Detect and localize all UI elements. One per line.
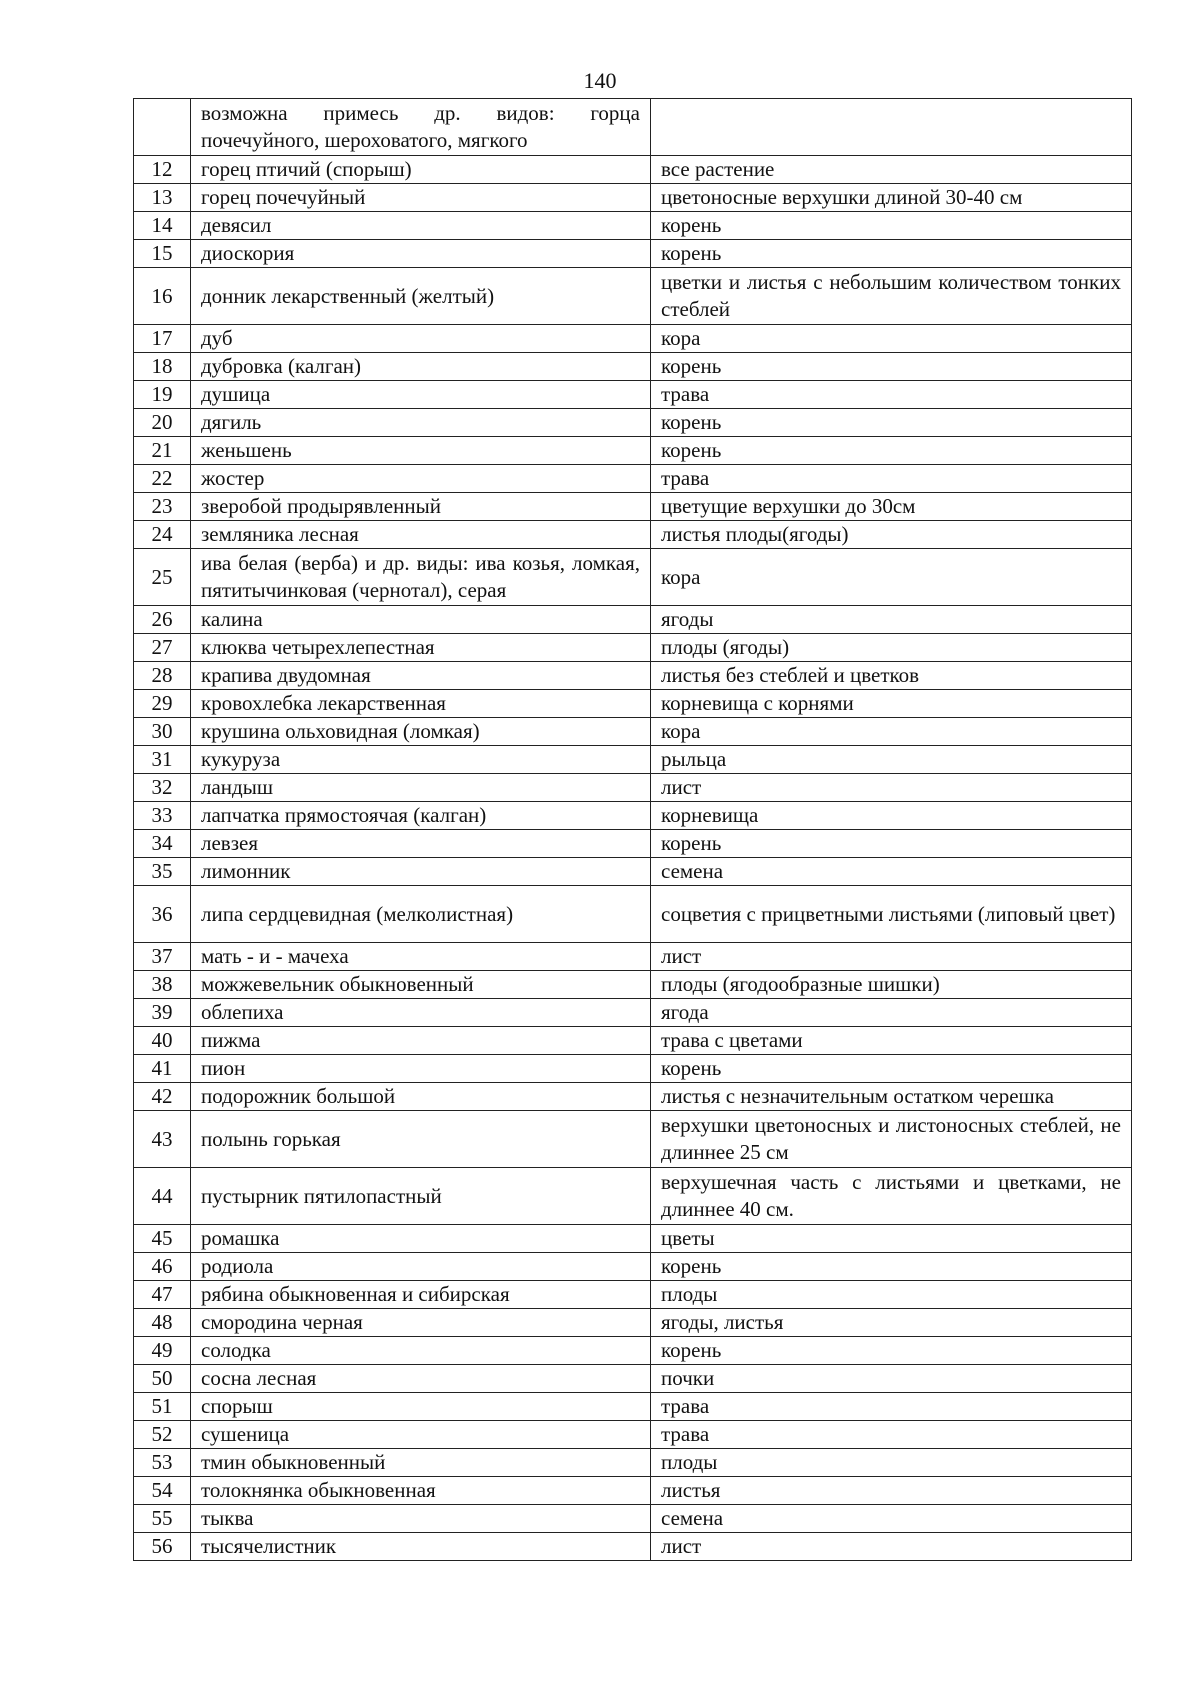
row-number-cell: 30 bbox=[134, 718, 191, 746]
plant-name-cell: полынь горькая bbox=[191, 1111, 651, 1168]
table-row bbox=[134, 1365, 1132, 1393]
plant-name-cell: пижма bbox=[191, 1027, 651, 1055]
row-number-cell: 29 bbox=[134, 690, 191, 718]
table-row bbox=[134, 212, 1132, 240]
plant-name-cell: возможна примесь др. видов: горца почечуйного, шероховатого, мягкого bbox=[191, 99, 651, 156]
plant-part-cell: семена bbox=[651, 1505, 1132, 1533]
row-number-cell: 55 bbox=[134, 1505, 191, 1533]
plant-name-cell: клюква четырехлепестная bbox=[191, 634, 651, 662]
table-row bbox=[134, 353, 1132, 381]
plant-part-cell: плоды bbox=[651, 1449, 1132, 1477]
plant-part-cell: верхушки цветоносных и листоносных стеблей, не длиннее 25 см bbox=[651, 1111, 1132, 1168]
plant-part-cell: корень bbox=[651, 437, 1132, 465]
table-row bbox=[134, 1533, 1132, 1561]
table-row bbox=[134, 1393, 1132, 1421]
table-row bbox=[134, 1477, 1132, 1505]
plant-part-cell: лист bbox=[651, 1533, 1132, 1561]
table-row bbox=[134, 802, 1132, 830]
table-row bbox=[134, 774, 1132, 802]
row-number-cell: 43 bbox=[134, 1111, 191, 1168]
plant-name-cell: лапчатка прямостоячая (калган) bbox=[191, 802, 651, 830]
plant-part-cell: кора bbox=[651, 325, 1132, 353]
table-row bbox=[134, 99, 1132, 156]
row-number-cell: 48 bbox=[134, 1309, 191, 1337]
plant-part-cell: лист bbox=[651, 943, 1132, 971]
plant-name-cell: толокнянка обыкновенная bbox=[191, 1477, 651, 1505]
row-number-cell: 39 bbox=[134, 999, 191, 1027]
plant-part-cell: соцветия с прицветными листьями (липовый цвет) bbox=[651, 886, 1132, 943]
plant-part-cell: листья с незначительным остатком черешка bbox=[651, 1083, 1132, 1111]
plant-name-cell: девясил bbox=[191, 212, 651, 240]
plant-name-cell: крапива двудомная bbox=[191, 662, 651, 690]
plant-part-cell: ягода bbox=[651, 999, 1132, 1027]
row-number-cell: 14 bbox=[134, 212, 191, 240]
plant-name-cell: пион bbox=[191, 1055, 651, 1083]
plant-name-cell: левзея bbox=[191, 830, 651, 858]
table-row bbox=[134, 999, 1132, 1027]
plant-name-cell: горец почечуйный bbox=[191, 184, 651, 212]
plant-name-cell: ромашка bbox=[191, 1225, 651, 1253]
plant-name-cell: рябина обыкновенная и сибирская bbox=[191, 1281, 651, 1309]
plant-name-cell: тыква bbox=[191, 1505, 651, 1533]
plants-table-body bbox=[134, 99, 1132, 1561]
plant-part-cell: трава bbox=[651, 1421, 1132, 1449]
plant-name-cell: липа сердцевидная (мелколистная) bbox=[191, 886, 651, 943]
plant-part-cell: все растение bbox=[651, 156, 1132, 184]
row-number-cell: 40 bbox=[134, 1027, 191, 1055]
row-number-cell: 17 bbox=[134, 325, 191, 353]
plant-name-cell: можжевельник обыкновенный bbox=[191, 971, 651, 999]
table-row bbox=[134, 662, 1132, 690]
row-number-cell: 46 bbox=[134, 1253, 191, 1281]
table-row bbox=[134, 156, 1132, 184]
table-row bbox=[134, 1337, 1132, 1365]
plant-name-cell: солодка bbox=[191, 1337, 651, 1365]
plant-part-cell: трава bbox=[651, 1393, 1132, 1421]
table-row bbox=[134, 1505, 1132, 1533]
plant-part-cell: трава bbox=[651, 465, 1132, 493]
plant-name-cell: женьшень bbox=[191, 437, 651, 465]
plant-name-cell: диоскория bbox=[191, 240, 651, 268]
plant-part-cell: корень bbox=[651, 240, 1132, 268]
row-number-cell: 47 bbox=[134, 1281, 191, 1309]
plant-name-cell: подорожник большой bbox=[191, 1083, 651, 1111]
row-number-cell: 45 bbox=[134, 1225, 191, 1253]
plant-name-cell: дубровка (калган) bbox=[191, 353, 651, 381]
plant-name-cell: горец птичий (спорыш) bbox=[191, 156, 651, 184]
plant-name-cell: ландыш bbox=[191, 774, 651, 802]
row-number-cell: 54 bbox=[134, 1477, 191, 1505]
plant-part-cell: корень bbox=[651, 1253, 1132, 1281]
plant-part-cell: верхушечная часть с листьями и цветками, не длиннее 40 см. bbox=[651, 1168, 1132, 1225]
plant-part-cell: корень bbox=[651, 353, 1132, 381]
row-number-cell: 53 bbox=[134, 1449, 191, 1477]
row-number-cell: 35 bbox=[134, 858, 191, 886]
row-number-cell: 52 bbox=[134, 1421, 191, 1449]
table-row bbox=[134, 1111, 1132, 1168]
plant-name-cell: душица bbox=[191, 381, 651, 409]
plant-name-cell: сушеница bbox=[191, 1421, 651, 1449]
plant-name-cell: кукуруза bbox=[191, 746, 651, 774]
plant-part-cell: ягоды bbox=[651, 606, 1132, 634]
table-row bbox=[134, 1253, 1132, 1281]
table-row bbox=[134, 268, 1132, 325]
row-number-cell: 15 bbox=[134, 240, 191, 268]
plant-name-cell: смородина черная bbox=[191, 1309, 651, 1337]
table-row bbox=[134, 325, 1132, 353]
table-row bbox=[134, 1421, 1132, 1449]
table-row bbox=[134, 943, 1132, 971]
plant-name-cell: кровохлебка лекарственная bbox=[191, 690, 651, 718]
plant-name-cell: дуб bbox=[191, 325, 651, 353]
table-row bbox=[134, 1055, 1132, 1083]
plant-part-cell: корневища с корнями bbox=[651, 690, 1132, 718]
row-number-cell: 51 bbox=[134, 1393, 191, 1421]
table-row bbox=[134, 971, 1132, 999]
plant-name-cell: тмин обыкновенный bbox=[191, 1449, 651, 1477]
plant-part-cell: корневища bbox=[651, 802, 1132, 830]
plant-part-cell bbox=[651, 99, 1132, 156]
table-row bbox=[134, 1449, 1132, 1477]
plant-part-cell: цветущие верхушки до 30см bbox=[651, 493, 1132, 521]
row-number-cell: 27 bbox=[134, 634, 191, 662]
plant-name-cell: зверобой продырявленный bbox=[191, 493, 651, 521]
row-number-cell: 28 bbox=[134, 662, 191, 690]
table-row bbox=[134, 634, 1132, 662]
plant-name-cell: дягиль bbox=[191, 409, 651, 437]
plant-part-cell: корень bbox=[651, 212, 1132, 240]
row-number-cell: 13 bbox=[134, 184, 191, 212]
row-number-cell: 50 bbox=[134, 1365, 191, 1393]
table-row bbox=[134, 606, 1132, 634]
row-number-cell: 31 bbox=[134, 746, 191, 774]
plant-part-cell: кора bbox=[651, 549, 1132, 606]
plant-part-cell: трава bbox=[651, 381, 1132, 409]
row-number-cell: 12 bbox=[134, 156, 191, 184]
plant-part-cell: плоды (ягодообразные шишки) bbox=[651, 971, 1132, 999]
plant-part-cell: листья плоды(ягоды) bbox=[651, 521, 1132, 549]
row-number-cell: 20 bbox=[134, 409, 191, 437]
row-number-cell: 56 bbox=[134, 1533, 191, 1561]
plant-part-cell: корень bbox=[651, 1337, 1132, 1365]
row-number-cell: 19 bbox=[134, 381, 191, 409]
row-number-cell: 49 bbox=[134, 1337, 191, 1365]
plant-part-cell: почки bbox=[651, 1365, 1132, 1393]
row-number-cell: 34 bbox=[134, 830, 191, 858]
plant-name-cell: донник лекарственный (желтый) bbox=[191, 268, 651, 325]
plant-part-cell: цветки и листья с небольшим количеством тонких стеблей bbox=[651, 268, 1132, 325]
row-number-cell: 32 bbox=[134, 774, 191, 802]
plant-part-cell: цветоносные верхушки длиной 30-40 см bbox=[651, 184, 1132, 212]
row-number-cell: 36 bbox=[134, 886, 191, 943]
table-row bbox=[134, 1083, 1132, 1111]
table-row bbox=[134, 1225, 1132, 1253]
row-number-cell: 24 bbox=[134, 521, 191, 549]
row-number-cell: 23 bbox=[134, 493, 191, 521]
plant-name-cell: тысячелистник bbox=[191, 1533, 651, 1561]
plant-part-cell: плоды bbox=[651, 1281, 1132, 1309]
row-number-cell: 21 bbox=[134, 437, 191, 465]
row-number-cell bbox=[134, 99, 191, 156]
table-row bbox=[134, 184, 1132, 212]
row-number-cell: 33 bbox=[134, 802, 191, 830]
plant-part-cell: корень bbox=[651, 1055, 1132, 1083]
row-number-cell: 25 bbox=[134, 549, 191, 606]
plant-part-cell: листья без стеблей и цветков bbox=[651, 662, 1132, 690]
row-number-cell: 42 bbox=[134, 1083, 191, 1111]
plant-name-cell: сосна лесная bbox=[191, 1365, 651, 1393]
row-number-cell: 38 bbox=[134, 971, 191, 999]
plant-part-cell: плоды (ягоды) bbox=[651, 634, 1132, 662]
table-row bbox=[134, 521, 1132, 549]
table-row bbox=[134, 746, 1132, 774]
table-row bbox=[134, 493, 1132, 521]
table-row bbox=[134, 718, 1132, 746]
plant-part-cell: ягоды, листья bbox=[651, 1309, 1132, 1337]
plant-name-cell: пустырник пятилопастный bbox=[191, 1168, 651, 1225]
plant-part-cell: семена bbox=[651, 858, 1132, 886]
plant-part-cell: цветы bbox=[651, 1225, 1132, 1253]
table-row bbox=[134, 830, 1132, 858]
plant-part-cell: кора bbox=[651, 718, 1132, 746]
table-row bbox=[134, 1309, 1132, 1337]
plant-name-cell: облепиха bbox=[191, 999, 651, 1027]
plant-name-cell: мать - и - мачеха bbox=[191, 943, 651, 971]
plant-name-cell: родиола bbox=[191, 1253, 651, 1281]
table-row bbox=[134, 1281, 1132, 1309]
plant-part-cell: лист bbox=[651, 774, 1132, 802]
row-number-cell: 44 bbox=[134, 1168, 191, 1225]
plant-name-cell: лимонник bbox=[191, 858, 651, 886]
table-row bbox=[134, 381, 1132, 409]
table-row bbox=[134, 409, 1132, 437]
row-number-cell: 26 bbox=[134, 606, 191, 634]
table-row bbox=[134, 1027, 1132, 1055]
plants-table bbox=[133, 98, 1132, 1561]
plant-part-cell: корень bbox=[651, 830, 1132, 858]
row-number-cell: 16 bbox=[134, 268, 191, 325]
page-number: 140 bbox=[583, 68, 617, 93]
plant-part-cell: листья bbox=[651, 1477, 1132, 1505]
table-row bbox=[134, 465, 1132, 493]
table-row bbox=[134, 549, 1132, 606]
table-row bbox=[134, 240, 1132, 268]
row-number-cell: 37 bbox=[134, 943, 191, 971]
row-number-cell: 18 bbox=[134, 353, 191, 381]
row-number-cell: 22 bbox=[134, 465, 191, 493]
plant-name-cell: земляника лесная bbox=[191, 521, 651, 549]
plant-part-cell: корень bbox=[651, 409, 1132, 437]
plant-name-cell: калина bbox=[191, 606, 651, 634]
row-number-cell: 41 bbox=[134, 1055, 191, 1083]
plant-name-cell: крушина ольховидная (ломкая) bbox=[191, 718, 651, 746]
table-row bbox=[134, 886, 1132, 943]
plant-part-cell: рыльца bbox=[651, 746, 1132, 774]
plant-name-cell: ива белая (верба) и др. виды: ива козья, ломкая, пятитычинковая (чернотал), серая bbox=[191, 549, 651, 606]
table-row bbox=[134, 437, 1132, 465]
plant-name-cell: жостер bbox=[191, 465, 651, 493]
plant-part-cell: трава с цветами bbox=[651, 1027, 1132, 1055]
table-row bbox=[134, 1168, 1132, 1225]
plant-name-cell: спорыш bbox=[191, 1393, 651, 1421]
table-row bbox=[134, 690, 1132, 718]
table-row bbox=[134, 858, 1132, 886]
